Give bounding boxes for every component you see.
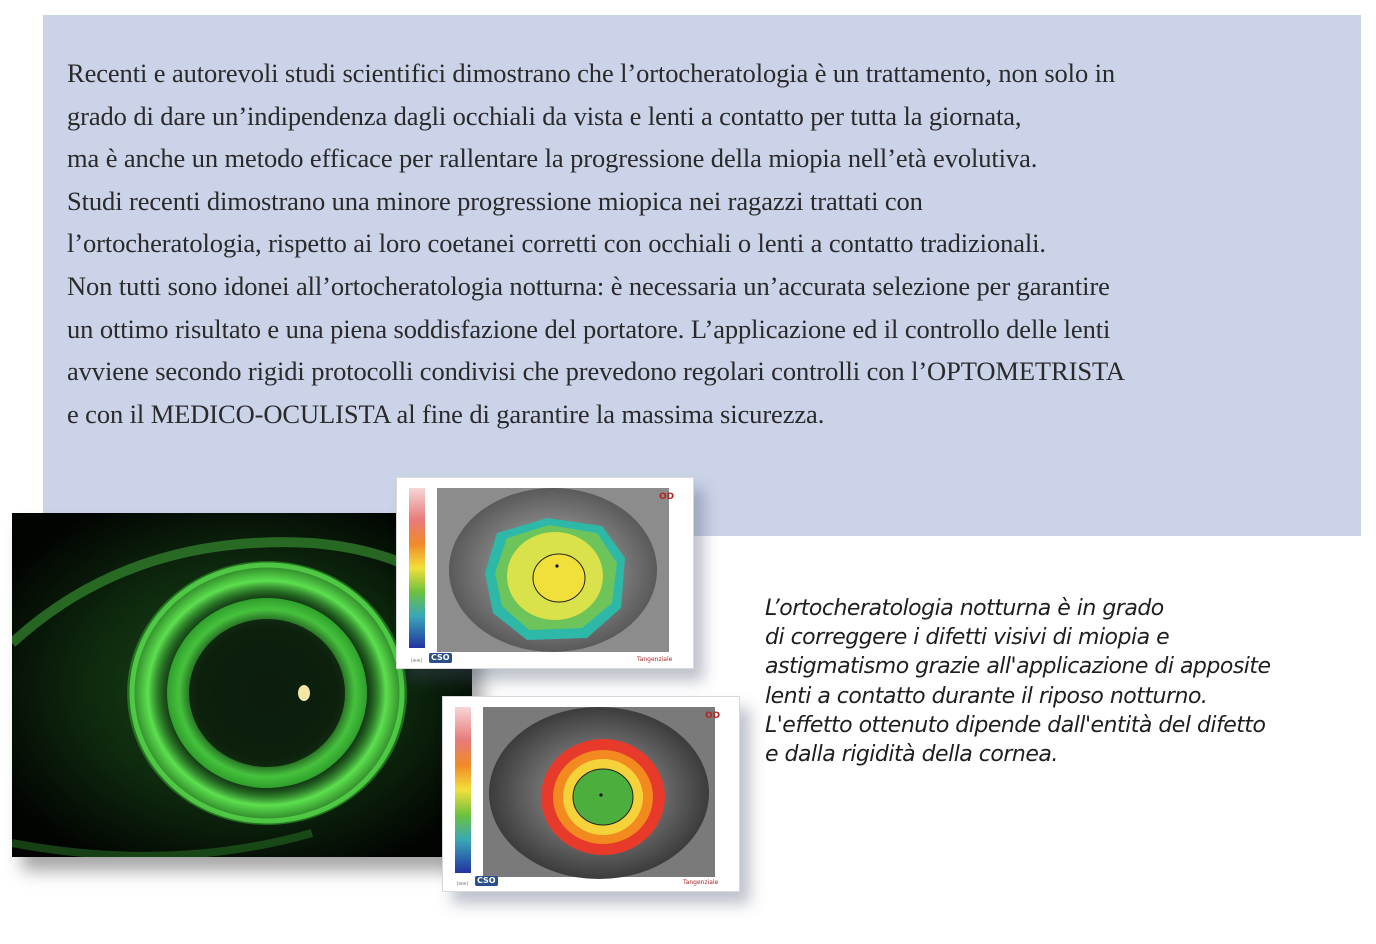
intro-line: grado di dare un’indipendenza dagli occhiali da vista e lenti a contatto per tutta la giornata, [67,100,1022,131]
caption-line: astigmatismo grazie all'applicazione di apposite [765,654,1271,680]
unit-label: [mm] [457,881,468,886]
caption-line: di correggere i difetti visivi di miopia e [765,625,1170,651]
view-label: Tangenziale [637,656,673,663]
intro-line: un ottimo risultato e una piena soddisfazione del portatore. L’applicazione ed il controllo delle lenti [67,313,1111,344]
intro-paragraph [67,52,1357,435]
intro-line: ma è anche un metodo efficace per rallentare la progressione della miopia nell’età evolutiva. [67,143,1038,174]
intro-line: l’ortocheratologia, rispetto ai loro coetanei corretti con occhiali o lenti a contatto tradizionali. [67,228,1046,259]
intro-line: e con il MEDICO-OCULISTA al fine di garantire la massima sicurezza. [67,398,825,429]
intro-line: Non tutti sono idonei all’ortocheratologia notturna: è necessaria un’accurata selezione per garantire [67,270,1110,301]
brand-logo: CSO [431,653,450,662]
eye-label: OD [705,711,721,721]
caption-line: L'effetto ottenuto dipende dall'entità del difetto [765,712,1266,738]
caption-line: e dalla rigidità della cornea. [765,742,1058,768]
unit-label: [mm] [411,658,422,663]
topography-map-after [442,696,740,892]
view-label: Tangenziale [683,879,719,886]
intro-line: Recenti e autorevoli studi scientifici dimostrano che l’ortocheratologia è un trattamento, non solo in [67,58,1116,88]
corneal-topography-icon [397,478,693,668]
intro-line: avviene secondo rigidi protocolli condivisi che prevedono regolari controlli con l’OPTOMETRISTA [67,356,1125,387]
caption-line: lenti a contatto durante il riposo notturno. [765,683,1208,709]
caption-line: L’ortocheratologia notturna è in grado [765,596,1164,621]
topography-map-before [396,477,694,669]
intro-line: Studi recenti dimostrano una minore progressione miopica nei ragazzi trattati con [67,185,923,216]
corneal-topography-icon [443,697,739,891]
eye-label: OD [659,492,675,502]
image-caption [765,594,1365,769]
brand-logo: CSO [477,876,496,885]
